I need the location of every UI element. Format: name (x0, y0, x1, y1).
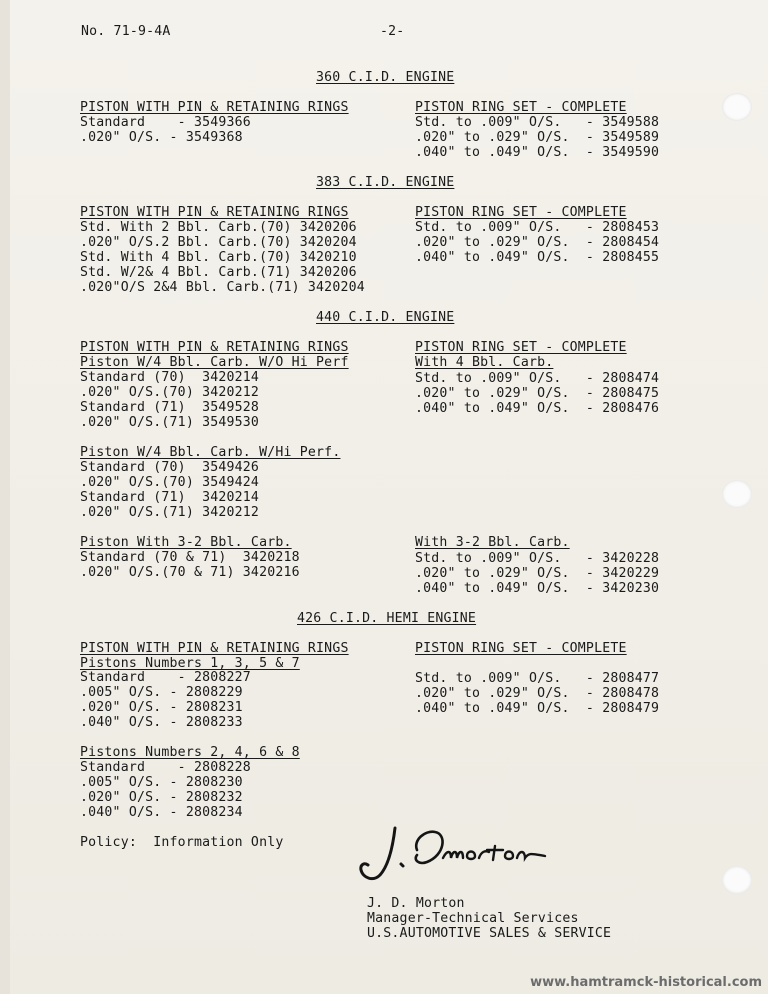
group-heading: Piston W/4 Bbl. Carb. W/O Hi Perf (80, 355, 349, 370)
section-title-383: 383 C.I.D. ENGINE (316, 175, 455, 190)
part-line: .020" O/S. - 2808232 (80, 790, 243, 805)
page-number: -2- (380, 24, 405, 39)
part-line: .020" O/S. - 2808231 (80, 700, 243, 715)
group-heading: With 3-2 Bbl. Carb. (415, 535, 570, 550)
group-heading: With 4 Bbl. Carb. (415, 355, 554, 370)
part-line: .020" O/S. - 3549368 (80, 130, 243, 145)
signer-name: J. D. Morton (367, 896, 465, 911)
part-line: Standard - 2808227 (80, 670, 251, 685)
part-line: .020" to .029" O/S. - 3549589 (415, 130, 660, 145)
binder-hole (722, 93, 752, 121)
left-heading-426: PISTON WITH PIN & RETAINING RINGS (80, 641, 349, 656)
part-line: Std. to .009" O/S. - 2808477 (415, 671, 660, 686)
part-line: Std. With 2 Bbl. Carb.(70) 3420206 (80, 220, 357, 235)
part-line: Standard - 3549366 (80, 115, 251, 130)
part-line: Std. With 4 Bbl. Carb.(70) 3420210 (80, 250, 357, 265)
part-line: .040" to .049" O/S. - 3420230 (415, 581, 660, 596)
part-line: Std. to .009" O/S. - 2808453 (415, 220, 660, 235)
page-edge (0, 0, 10, 994)
section-title-426: 426 C.I.D. HEMI ENGINE (297, 611, 477, 626)
part-line: .040" to .049" O/S. - 3549590 (415, 145, 660, 160)
binder-hole (722, 480, 752, 508)
part-line: Standard (71) 3549528 (80, 400, 260, 415)
left-heading-440: PISTON WITH PIN & RETAINING RINGS (80, 340, 349, 355)
part-line: .020" to .029" O/S. - 2808454 (415, 235, 660, 250)
part-line: Standard (70) 3549426 (80, 460, 260, 475)
part-line: Standard (71) 3420214 (80, 490, 260, 505)
binder-hole (722, 866, 752, 894)
left-heading-360: PISTON WITH PIN & RETAINING RINGS (80, 100, 349, 115)
part-line: .020" O/S.(70 & 71) 3420216 (80, 565, 300, 580)
signer-title: Manager-Technical Services (367, 911, 579, 926)
doc-number: No. 71-9-4A (81, 24, 171, 39)
part-line: Std. to .009" O/S. - 2808474 (415, 371, 660, 386)
group-heading: Piston With 3-2 Bbl. Carb. (80, 535, 292, 550)
policy-note: Policy: Information Only (80, 835, 284, 850)
part-line: .020" O/S.(71) 3549530 (80, 415, 260, 430)
section-title-360: 360 C.I.D. ENGINE (316, 70, 455, 85)
right-heading-440: PISTON RING SET - COMPLETE (415, 340, 627, 355)
part-line: .040" O/S. - 2808234 (80, 805, 243, 820)
part-line: Std. W/2& 4 Bbl. Carb.(71) 3420206 (80, 265, 357, 280)
right-heading-360: PISTON RING SET - COMPLETE (415, 100, 627, 115)
right-heading-383: PISTON RING SET - COMPLETE (415, 205, 627, 220)
part-line: Standard (70 & 71) 3420218 (80, 550, 300, 565)
part-line: .040" to .049" O/S. - 2808476 (415, 401, 660, 416)
part-line: Standard (70) 3420214 (80, 370, 260, 385)
part-line: .020"O/S 2&4 Bbl. Carb.(71) 3420204 (80, 280, 365, 295)
part-line: Std. to .009" O/S. - 3420228 (415, 551, 660, 566)
group-heading: Pistons Numbers 1, 3, 5 & 7 (80, 656, 300, 671)
part-line: Standard - 2808228 (80, 760, 251, 775)
part-line: .005" O/S. - 2808230 (80, 775, 243, 790)
site-watermark: www.hamtramck-historical.com (530, 975, 762, 990)
group-heading: Piston W/4 Bbl. Carb. W/Hi Perf. (80, 445, 341, 460)
group-heading: Pistons Numbers 2, 4, 6 & 8 (80, 745, 300, 760)
part-line: .020" O/S.(71) 3420212 (80, 505, 260, 520)
right-heading-426: PISTON RING SET - COMPLETE (415, 641, 627, 656)
handwritten-signature (355, 820, 565, 890)
part-line: .005" O/S. - 2808229 (80, 685, 243, 700)
part-line: .040" O/S. - 2808233 (80, 715, 243, 730)
part-line: .020" O/S.(70) 3420212 (80, 385, 260, 400)
section-title-440: 440 C.I.D. ENGINE (316, 310, 455, 325)
part-line: .020" to .029" O/S. - 3420229 (415, 566, 660, 581)
part-line: .020" O/S.2 Bbl. Carb.(70) 3420204 (80, 235, 357, 250)
signer-organization: U.S.AUTOMOTIVE SALES & SERVICE (367, 926, 612, 941)
part-line: .040" to .049" O/S. - 2808455 (415, 250, 660, 265)
part-line: .020" to .029" O/S. - 2808475 (415, 386, 660, 401)
left-heading-383: PISTON WITH PIN & RETAINING RINGS (80, 205, 349, 220)
part-line: .040" to .049" O/S. - 2808479 (415, 701, 660, 716)
part-line: .020" to .029" O/S. - 2808478 (415, 686, 660, 701)
part-line: Std. to .009" O/S. - 3549588 (415, 115, 660, 130)
part-line: .020" O/S.(70) 3549424 (80, 475, 260, 490)
